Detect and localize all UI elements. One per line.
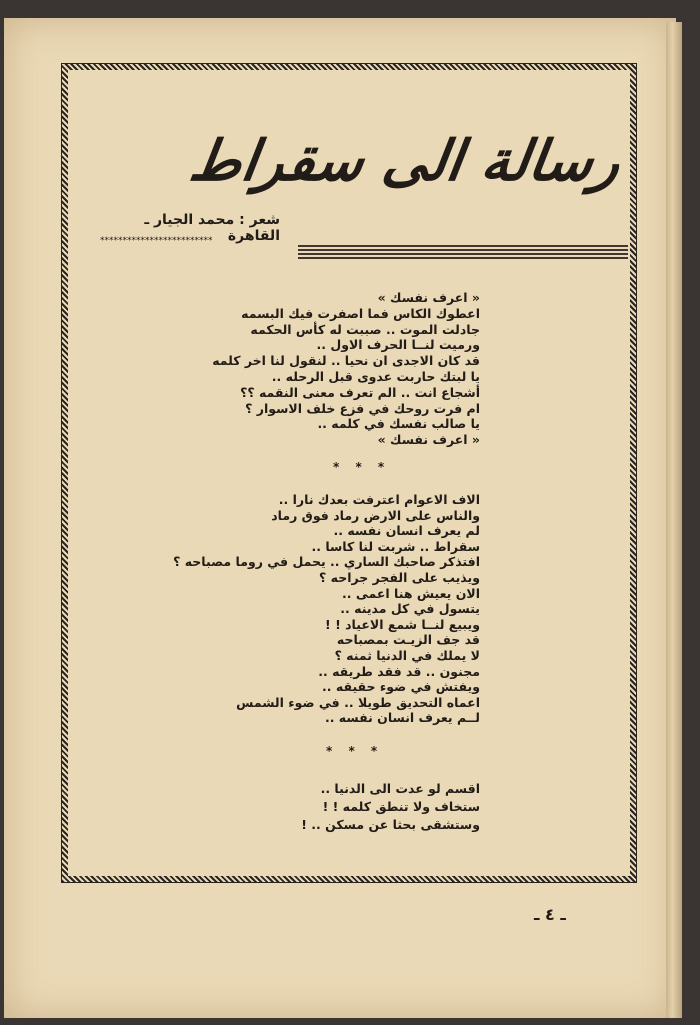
verse-line: ستخاف ولا تنطق كلمه ! ! [322, 799, 480, 814]
verse-line: أشجاع انت .. الم تعرف معنى النقمه ؟؟ [240, 384, 480, 400]
stanza-1 [212, 290, 480, 448]
stanza-3 [301, 780, 480, 834]
title-wave-rule [298, 245, 628, 261]
section-separator: * * * [326, 744, 384, 758]
verse-line: افتذكر صاحبك الساري .. يحمل في روما مصباحه ؟ [173, 554, 480, 570]
verse-line: اعطوك الكاس فما اصفرت فيك البسمه [241, 305, 480, 321]
verse-line: ويفتش في ضوء حقيقه .. [322, 679, 480, 695]
verse-line: وستشقى بحثا عن مسكن .. ! [301, 817, 480, 832]
verse-line: ام فرت روحك في فزع خلف الاسوار ؟ [245, 400, 480, 416]
section-separator: * * * [333, 460, 391, 474]
verse-line: يتسول في كل مدينه .. [340, 601, 480, 617]
verse-line: لــم يعرف انسان نفسه .. [324, 710, 480, 726]
verse-line: قد كان الاجدى ان نحيا .. لنقول لنا اخر كلمه [212, 353, 480, 369]
verse-line: ويبيع لنــا شمع الاعياد ! ! [325, 616, 480, 632]
verse-line: الان يعيش هنا اعمى .. [341, 585, 480, 601]
poem-title: رسالة الى سقراط [185, 128, 625, 194]
verse-line: جادلت الموت .. صببت له كأس الحكمه [250, 321, 480, 337]
verse-line: لم يعرف انسان نفسه .. [333, 523, 480, 539]
verse-line: « اعرف نفسك » [377, 290, 480, 305]
author-credit: شعر : محمد الجيار ـ القاهرة [144, 212, 280, 244]
stanza-2 [173, 492, 480, 726]
author-underline: ************************* [100, 236, 213, 246]
page-number: ـ ٤ ـ [534, 905, 566, 924]
page-edge [666, 22, 682, 1018]
verse-line: ويذيب على الفجر جراحه ؟ [319, 569, 480, 585]
verse-line: والناس على الارض رماد فوق رماد [271, 507, 480, 523]
verse-line: مجنون .. قد فقد طريقه .. [318, 663, 480, 679]
verse-line: لا يملك في الدنيا ثمنه ؟ [334, 647, 480, 663]
verse-line: الاف الاعوام اعترفت بعدك نارا .. [278, 492, 480, 507]
verse-line: قد جف الزيـت بمصباحه [336, 632, 480, 648]
verse-line: يا لبتك حاربت عدوى قبل الرحله .. [271, 368, 480, 384]
verse-line: سقراط .. شربت لنا كاسا .. [311, 538, 480, 554]
verse-line: اقسم لو عدت الى الدنيا .. [320, 781, 480, 796]
verse-line: ورميت لنــا الحرف الاول .. [316, 337, 480, 353]
verse-line: يا صالب نفسك في كلمه .. [317, 416, 480, 432]
verse-line: اعماه التحديق طويلا .. في ضوء الشمس [236, 694, 480, 710]
verse-line: « اعرف نفسك » [377, 432, 480, 448]
